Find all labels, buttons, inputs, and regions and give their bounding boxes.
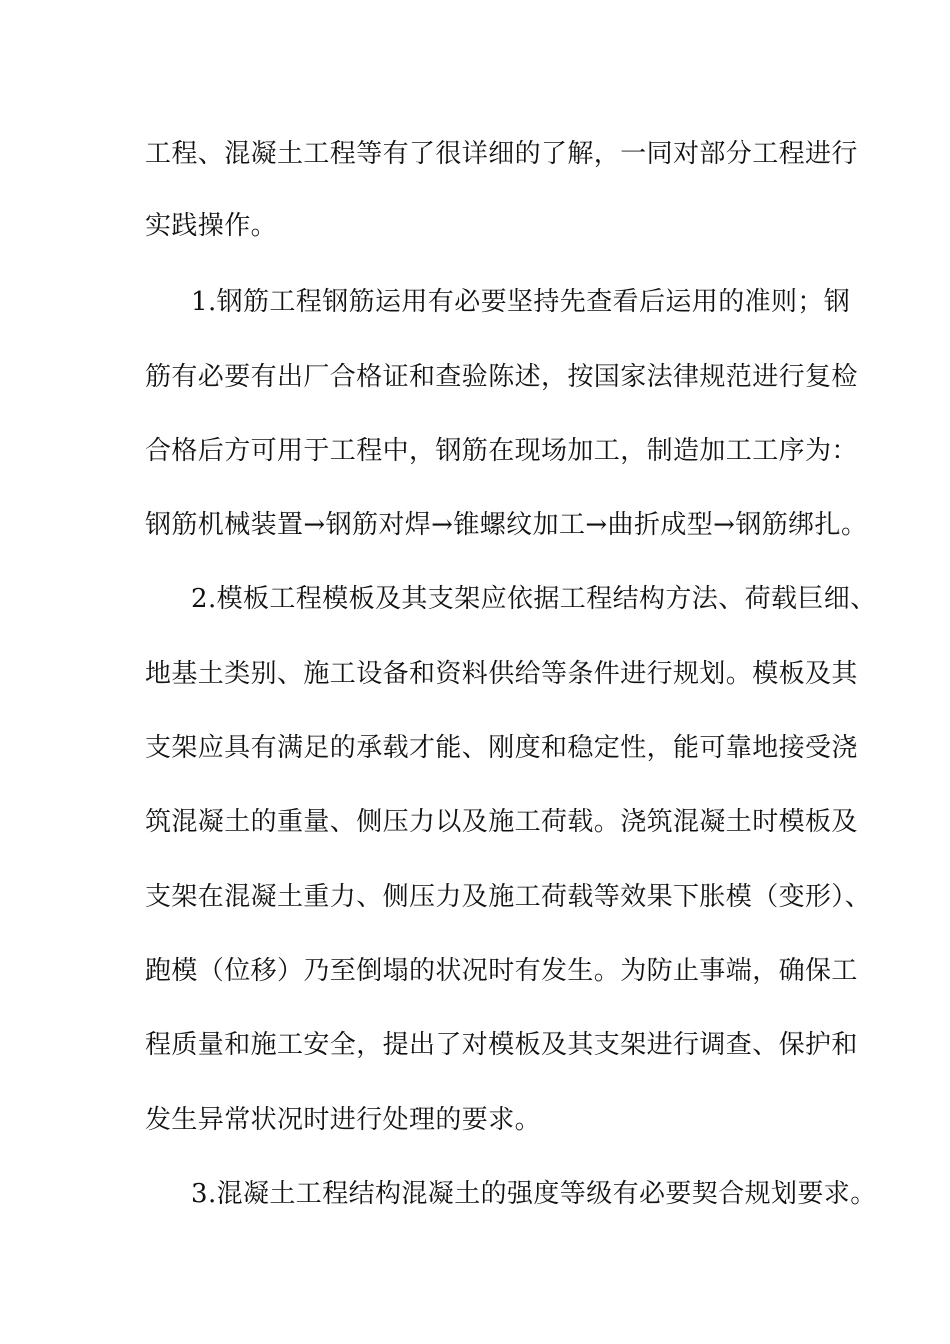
body-text-line: 筋有必要有出厂合格证和查验陈述，按国家法律规范进行复检 xyxy=(145,362,858,392)
body-text-line: 程质量和施工安全，提出了对模板及其支架进行调查、保护和 xyxy=(145,1030,858,1060)
body-text-line: 地基土类别、施工设备和资料供给等条件进行规划。模板及其 xyxy=(145,659,858,689)
body-text-line: 发生异常状况时进行处理的要求。 xyxy=(145,1105,542,1135)
body-text-line: 钢筋机械装置→钢筋对焊→锥螺纹加工→曲折成型→钢筋绑扎。 xyxy=(145,510,868,540)
body-text-line: 跑模（位移）乃至倒塌的状况时有发生。为防止事端，确保工 xyxy=(145,956,858,986)
body-text-line: 工程、混凝土工程等有了很详细的了解，一同对部分工程进行 xyxy=(145,139,858,169)
body-text-line: 筑混凝土的重量、侧压力以及施工荷载。浇筑混凝土时模板及 xyxy=(145,807,858,837)
body-text-line: 3.混凝土工程结构混凝土的强度等级有必要契合规划要求。 xyxy=(191,1179,877,1209)
body-text-line: 2.模板工程模板及其支架应依据工程结构方法、荷载巨细、 xyxy=(191,584,877,614)
body-text-line: 支架应具有满足的承载才能、刚度和稳定性，能可靠地接受浇 xyxy=(145,733,858,763)
body-text-line: 支架在混凝土重力、侧压力及施工荷载等效果下胀模（变形）、 xyxy=(145,882,872,912)
body-text-line: 1.钢筋工程钢筋运用有必要坚持先查看后运用的准则；钢 xyxy=(191,287,851,317)
body-text-line: 实践操作。 xyxy=(145,211,278,241)
body-text-line: 合格后方可用于工程中，钢筋在现场加工，制造加工工序为： xyxy=(145,436,858,466)
